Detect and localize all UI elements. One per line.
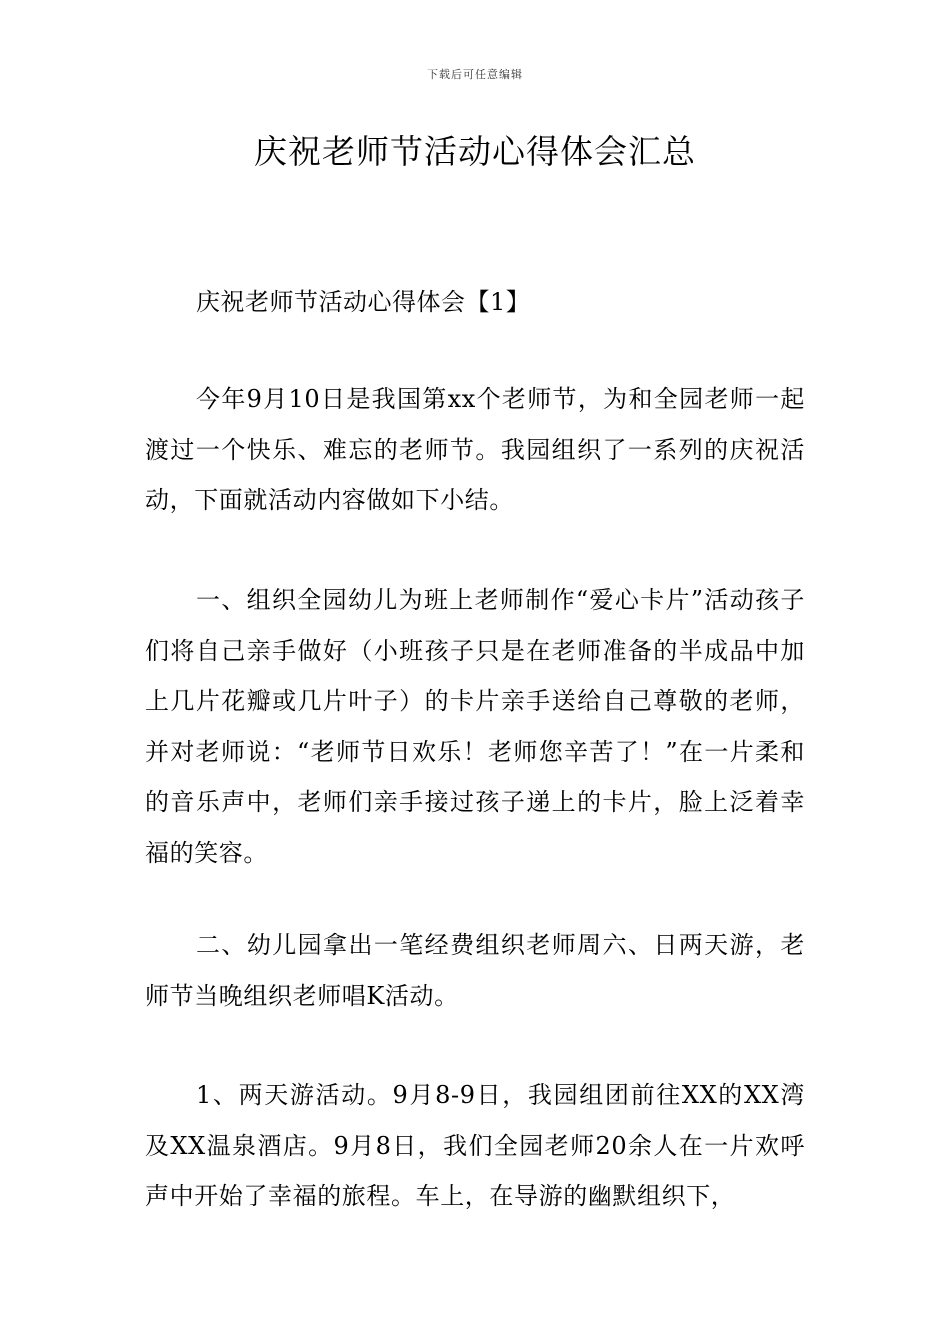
paragraph-intro: 今年9月10日是我国第xx个老师节，为和全园老师一起渡过一个快乐、难忘的老师节。我园组织了一系列的庆祝活动，下面就活动内容做如下小结。 (145, 385, 805, 514)
document-title: 庆祝老师节活动心得体会汇总 (254, 132, 696, 171)
paragraph-trip-and-karaoke: 二、幼儿园拿出一笔经费组织老师周六、日两天游，老师节当晚组织老师唱K活动。 (145, 931, 805, 1010)
paragraph-two-day-trip: 1、两天游活动。9月8-9日，我园组团前往XX的XX湾及XX温泉酒店。9月8日，我们全园老师20余人在一片欢呼声中开始了幸福的旅程。车上，在导游的幽默组织下， (145, 1081, 805, 1210)
paragraph-love-cards: 一、组织全园幼儿为班上老师制作“爱心卡片”活动孩子们将自己亲手做好（小班孩子只是在老师准备的半成品中加上几片花瓣或几片叶子）的卡片亲手送给自己尊敬的老师，并对老师说：“老师节日欢乐！老师您辛苦了！”在一片柔和的音乐声中，老师们亲手接过孩子递上的卡片，脸上泛着幸福的笑容。 (145, 586, 805, 867)
download-editable-note: 下载后可任意编辑 (427, 68, 523, 81)
section-heading: 庆祝老师节活动心得体会【1】 (196, 288, 531, 316)
